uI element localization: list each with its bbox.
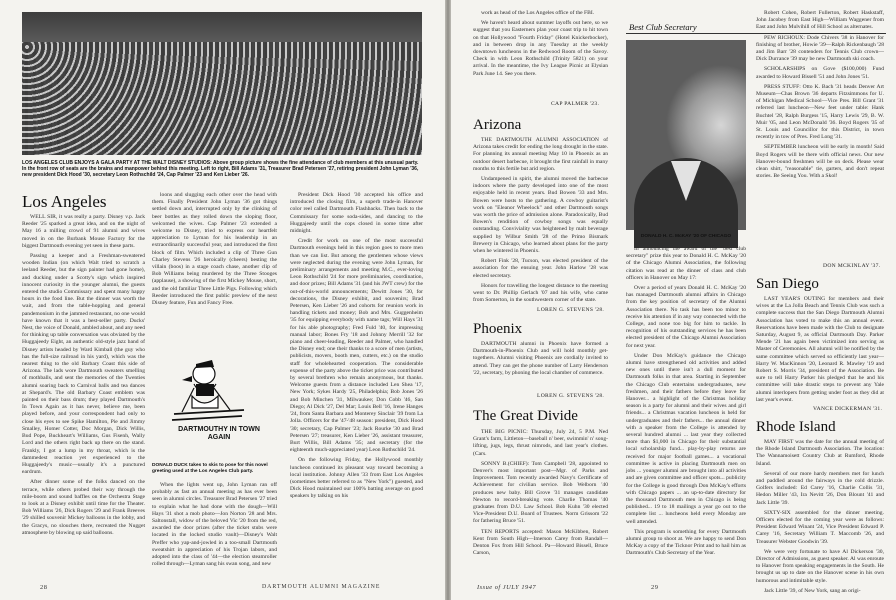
phoenix-text: [473, 341, 608, 391]
paragraph: THE BIG PICNIC: Thursday, July 24, 5 P.M. Ned Grant's farm, Littleton—baseball n' beer, swimmin' n' song-lifting, jugs, legs, thrust nimrods, and last year's clothes. (Cars.: [473, 429, 608, 457]
paragraph: loons and slugging each other over the head with them. Finally President John Lyman '36 got things settled down and, interrupted only by the clinking of beer bottles as they rolled down the sloping floor, welcomed the wives. Cap Palmer '23 extended a welcome to Disney, tried to express our heartfelt appreciation to Lyman for his leadership in an extraordinarily successful year, and introduced the first block of film. Which included a clip of Three Gun Charley Stevens '26 heroically (cheers) besting the villain (boos) in a stage coach chase, another clip of Bob Williams being murdered by the Three Stooges (applause), a showing of the first Mickey Mouse, short, and the old familiar Three Little Pigs. Following which Reeder introduced the first public preview of the next Disney feature, Fun and Fancy Free.: [152, 192, 277, 307]
paragraph: President Dick Hood '30 accepted his office and introduced the closing film, a superb trade-in Hanover color reel called Dartmouth Flashbacks. Then back to the Commissary for some soda-sides, and dancing to the Huggajeedy until the cops closed in some time after midnight.: [290, 192, 423, 235]
paragraph: Over a period of years Donald H. C. McKay '20 has managed Dartmouth alumni affairs in Chicago from the key position of secretary of the Alumni Association there. No task has been too minor to receive his attention if in any way connected with the College, and none too big for him to tackle. In recognition of his outstanding services he has been elected president of the Chicago Alumni Association for next year.: [626, 285, 746, 349]
photo-caption: LOS ANGELES CLUB ENJOYS A GALA PARTY AT THE WALT DISNEY STUDIOS: Above group picture shows the fine attendance of club members at this unusual party. In the front row of seats are the brains and manpower behind this meeting. Left to right, Bill Adams '31, Treasurer Brad Petersen '27, retiring president John Lyman '36, new president Dick Hood '30, secretary Leon Rothschild '24, Cap Palmer '23 and Ken Lieber '26.: [22, 160, 419, 178]
paragraph: THE DARTMOUTH ALUMNI ASSOCIATION of Arizona takes credit for ending the long drought in the state. For planning its annual meeting May 10 in Phoenix as an outdoor desert barbecue, it brought the first rainfall in many months to this fertile but arid region.: [473, 137, 608, 172]
right-page: [451, 0, 896, 600]
page-number-left: 28: [40, 584, 48, 591]
signature-dickerman: VANCE DICKERMAN '31.: [813, 406, 883, 412]
photo-crowd: [22, 42, 422, 155]
column-1-top: [473, 10, 608, 98]
heading-arizona: Arizona: [473, 117, 522, 133]
paragraph: We were very fortunate to have Al Dickerson '30, Director of Admissions, as guest speaker. Al was enroute to Hanover from speaking engagements in the South. He brought us up to date on the Hanover scene in his own humorous and intimitable style.: [756, 548, 884, 584]
left-page: [0, 0, 445, 600]
paragraph: Robert Fink '28, Tucson, was elected president of the association for the ensuing year. John Harlow '28 was elected secretary.: [473, 258, 608, 279]
drawing-label: DARTMOUTHY IN TOWN AGAIN: [178, 426, 260, 441]
column-3: [290, 192, 423, 582]
paragraph: Credit for work on one of the most successful Dartmouth evenings held in this region goes to more men than we can list. But among the gentlemen whose views were neglected during the evening were John Lyman, for preliminary arrangements and meeting M.C., ever-loving Leon Rothschild '24 for more preliminaries, coordination, and door prizes; Bill Adams '31 (and his JWT crew) for the out-of-this-world announcements; Dewitt Jones '30, for decorations, the Disney exhibit, and souvenirs; Brad Petersen, Ken Lieber '26 and cohorts for reunion work in handling tickets and money; Bob and Mrs. Guggenheim '35 for equipping everybody with name tags; Will Hays '31 for his able photography; Fred Fuld '40, for impressing manual labor; Bones Fry '18 and Johnny Merrill '32 for piano and cheer-leading, Reeder and Palmer, who handled the Disney end; one their thanks to a score of men (artists, publicists, movers, booth men, cutters, etc.) on the studio staff for wholehearted cooperation. The considerable expense of the party above the ticket price was contributed by several brethren who remain anonymous, but thanks. Welcome guests from a distance included Len Shea '17, New York; Sykes Hardy '25, Philadelphia; Bob Jones '26 and Bob Minchen '31, Milwaukee; Don Cobb '46, San Diego; Al Dick '27, Del Mar; Louis Bell '16, Irene Hanges '24, from Santa Barbara and Monterey Sinclair '39 from La Jolla. Officers for the '47-'48 season: president, Dick Hood '30; secretary, Cap Palmer '23; Jack Rourke '30 and Brad Petersen '27; treasurer, Ken Lieber '26, assistant treasurer, Burt Willis, Bill Adams '35; and secretary (for the eighteenth much-appreciated year) Leon Rothschild '24.: [290, 238, 423, 454]
mckay-portrait: [626, 40, 746, 230]
drawing-caption: DONALD DUCK takes to skis to pose for this novel greeting used at the Los Angeles Club party.: [152, 463, 268, 474]
paragraph: Under Don McKay's guidance the Chicago alumni have strengthened old activities and added new ones until there isn't a dull moment for Dartmouth folks in that area. Starting in September the Chicago Club entertains undergraduates, new freshmen, and their fathers before they leave for Hanover... a highlight of the Christmas holiday season is a party for alumni and their wives and girl friends... a Christmas vacation luncheon is held for undergraduates and their fathers... the annual dinner with a speaker from the College is attended by several hundred alumni ... last year they collected more than $1,000 in Chicago for their substantial local scholarship fund... play-by-play returns are received for major football games... a vocational committee is active in placing Dartmouth men on jobs ... younger alumni are brought into all activities and are given committee and officer spots... publicity for the College is good through Don McKay's efforts with Chicago papers ... an up-to-date directory for the thousand Dartmouth men in Chicago is being published... 19 to 18 mailings a year go out to the complete list ... luncheons held every Monday are well attended.: [626, 352, 746, 525]
paragraph: DARTMOUTH alumni in Phoenix have formed a Dartmouth-in-Phoenix Club and will hold monthly get-togethers. Alumni visiting Phoenix are cordially invited to attend. They can get the phone number of Larry Henderson '22, secretary, by phoning the local chamber of commerce.: [473, 341, 608, 376]
donald-duck-drawing: [152, 352, 277, 460]
donald-duck-skiing-icon: [152, 352, 277, 460]
heading-san-diego: San Diego: [756, 276, 819, 292]
paragraph: Jack Little '39, of New York, sang an origi-: [764, 587, 861, 594]
paragraph: MAY FIRST was the date for the annual meeting of the Rhode Island Dartmouth Association. The location: The Wannamoisett Country Club at Rumford, Rhode Island.: [756, 439, 884, 467]
signature-palmer: CAP PALMER '23.: [551, 101, 600, 107]
signature-stevens-arizona: LOREN G. STEVENS '28.: [537, 307, 605, 313]
column-1: [22, 214, 145, 582]
paragraph: In announcing the award of the "best club secretary" prize this year to Donald H. C. McKay '20 of the Chicago Alumni Association, the following citation was read at the dinner of class and club officers in Hanover on May 17:: [626, 246, 746, 281]
paragraph: TEN REPORTS accepted: Mason McKibben, Robert Kent from South High—Imerson Carey from Randall—Denton Fox from Hill School. Pa—Howard Bissell, Bruce Carson,: [473, 528, 608, 557]
heading-phoenix: Phoenix: [473, 321, 523, 337]
paragraph: SONNY B.(CHIEF): Tom Campbell '28, appointed to Denver's most important post—Mgr. of Parks and Improvement. Tom recently awarded Navy's Certificate of Achievement for civilian service. Bob Welborn '40 produces new baby. Bill Grove '31 manages candidate Newton to record-breaking vote. Charlie Thomas '40 graduates from D.U. Law School. Bob Kuhn '30 elected Vice-President D.U. Board of Trustees. Norm Grissom '22 for fathering Bruce '51.: [473, 460, 608, 525]
paragraph: PEW RICHOUX: Dode Chivers '38 in Hanover for finishing of brother, Howie '39—Ralph Rickenbaugh '28 and Jim Barr '28 contenders for Tennis Club crown—Dick Durrance '39 may be new Dartmouth ski coach.: [756, 34, 884, 63]
arizona-text: [473, 137, 608, 305]
paragraph: work as head of the Los Angeles office of the FBI.: [481, 10, 595, 16]
heading-rhode-island: Rhode Island: [756, 419, 836, 435]
paragraph: SEPTEMBER luncheon will be early in month! Said Boyd Rogers will be there with official news. Our new Hanover-bound freshmen will be on deck. Please wear clean shirt, "reasonable" tie, garters, and don't repeat stories. Be Seeing You. With a Skol!: [756, 144, 884, 180]
paragraph: On the following Friday, the Hollywood monthly luncheon continued its pleasant way toward becoming a local institution. Johnny Allen '33 from East Los Angeles (sometimes better referred to as "New York") guested, and Dick Hood maintained our 100% batting average on good speakers by talking on his: [290, 457, 423, 500]
column-2-bottom: [152, 482, 277, 582]
issue-date: Issue of JULY 1947: [477, 584, 537, 591]
signature-stevens-phoenix: LOREN G. STEVENS '28.: [537, 393, 605, 399]
photo-ceiling: [22, 12, 422, 42]
paragraph: After dinner some of the folks danced on the terrace, while others probed their way through the mile-boom and sound baffles on the Orchestra Stage to look at a Disney exhibit until time for the Theater. Bob Williams '26, Dick Rogers '29 and Frank Breeves '29 shilled souvenir Mickey balloons in the lobby, and the Gracys, no slouches there, recreated the Nugget atmosphere by blowing up said balloons.: [22, 479, 145, 536]
portrait-caption: DONALD H. C. McKAY '20 OF CHICAGO: [640, 234, 732, 239]
paragraph: SCHOLARSHIPS on Gove ($100,000) Fund awarded to Howard Bissell '51 and John Jones '51.: [756, 66, 884, 80]
great-divide-text: [473, 429, 608, 583]
paragraph: Honors for travelling the longest distance to the meeting went to Dr. Phillip Gerlach '07 and his wife, who came from Somerton, in the southwestern corner of the state.: [473, 282, 608, 304]
paragraph: Several of our more hardy members met for lunch and paddled around the fairways in the cold drizzle. Golfers included: Ed Carey '16, Charlie Collis '31, Hedon Miller '43, Ira Nevitt '26, Don Blount '41 and Jack Little '39.: [756, 470, 884, 506]
signature-mckinlay: DON MCKINLAY '37.: [823, 263, 881, 269]
column-3-top: [756, 10, 884, 260]
paragraph: Passing a keeper and a Freshman-sweatered wooden Indian (on which Walt tried to scratch a leeland Reeder, but the sign painter had gone home), and ducking under a Scotty's sign which inspired innocent curiosity in the younger alumni, the guests entered the studio Commissary and spent many happy hours in the food line. But the dinner was worth the wait, and from the table-hopping and general pandemonium in the jammed restaurant, no one would have known that it was a best-seller party. Ducks' Nest, the voice of Donald, ambled about, and any need for thinking up table conversation was obviated by the Huggajeedy Eight, an authentic old-style jazz band of Disney artists headed by Ward Kimball (the guy who has the full-size railroad in his yard), which was the nearest thing to the old Barbary Coast this side of Arizona. The lads wore Dartmouth sweaters smelling of mothballs, and sent the memories of the Twenties alumni soaring back to Carnival balls and tea dances at Shepard's. The old Barbary Coast emblem was painted on their bass drum; they played Dartmouth's In Town Again as it has never, believe me, been played before, and your correspondent had only to close his eyes to see Spike Hamilton, Pie and Jimmy Smalley, Homer Cotter, Doc Morgan, Dick Willis, Bud Pope, Buckheart's Williams, Gus Fisenh, Wally Lord and the others right back up there on the stand. Frankly, I got a lump in my throat, which is the dammedest reaction yet experienced to the Huggajeedy's music—usually it's a punctured eardrum.: [22, 253, 145, 476]
paragraph: Robert Cohen, Robert Fullerton, Robert Haskstaff, John Jacobey from East High—William Waggener from East and John Mulvihill of Hill School as alternates.: [756, 10, 884, 31]
paragraph: We haven't heard about summer layoffs out here, so we suggest that you Easterners plan your coast trip to hit town on that Hollywood "Fourth Friday" (Hotel Knickerbocker), and in between drop in any Tuesday at the weekly downtown luncheons in the Redwood Room of the Savoy. Check in with Leon Rothschild (Trinity 5821) on your arrival. In the meantime, the Ivy League Picnic at Elysian Park June 14. See you there.: [473, 20, 608, 77]
paragraph: This program is something for every Dartmouth alumni group to shoot at. We are happy to send Don McKay a copy of the Ticknor Print and to hail him as Dartmouth's Club Secretary of the Year.: [626, 528, 746, 557]
paragraph: PRESS STUFF: Otto K. Bach '31 heads Denver Art Museum—Chas Brown '36 departs Fitzsimmons for U. of Michigan Medical School—Vice Pres. Bill Grant '31 referred last luncheon—New feet under table: Hank Buchtel '28, Ralph Burgess '15, Harry Lewis '29, B. W. Muir '05, and Leon McDonald '36. Boyd Rogers '35 of St. Louis and Councillor for this District, in town recently in tow of Pres. Fred Long '31.: [756, 83, 884, 141]
column-2-top: [152, 192, 277, 350]
page-number-right: 29: [651, 584, 659, 591]
paragraph: LAST YEAR'S OUTING for members and their wives at the La Jolla Beach and Tennis Club was such a complete success that the San Diego Dartmouth Alumni Association has voted to make this an annual event. Reservations have been made with the Club to designate Saturday, August 9, as official Dartmouth Day. Parker Mende '21 has again been victimized into serving as Master of Ceremonies. All alumni will be notified by the same committee which served so efficiently last year—Harry W. MacKinnon '20, Leonard R. Mawley '19 and Robert S. Morris '34, president of the Association. Be sure to tell Harry Parker his pledged that he and his committee will take drastic steps to prevent any Yale alumni interlopers from getting under foot as they did at last year's event.: [756, 296, 884, 403]
section-title-best-club-secretary: Best Club Secretary: [629, 22, 697, 32]
paragraph: WELL SIR, it was really a party. Disney v.p. Jack Reeder '25 sparked a great idea, and on the night of May 16 a milling crowd of 91 alumni and wives moved in on the Burbank Mouse Factory for the biggest Dartmouth evening yet seen in these parts.: [22, 214, 145, 249]
paragraph: Undampened in spirit, the alumni moved the barbecue indoors where the party developed into one of the most enjoyable held in recent years. Bud Bowen '33 and Mrs. Bowen were hosts to the gathering. A cowboy guitarist's work on "Eleanor Wheelock" and other Dartmouth songs was worth the price of admission alone. Paradoxically, Bud Bowen's rendition of cowboy songs was equally outstanding. Conviviality was heightened by malt beverage supplied by Wilbur Smith '28 of the Primo Bismark Brewery in Chicago, who learned about plans for the party when he wintered in Phoenix.: [473, 176, 608, 255]
secretary-text: [626, 246, 746, 582]
rhode-island-text: [756, 439, 884, 594]
magazine-title: DARTMOUTH ALUMNI MAGAZINE: [262, 584, 381, 590]
heading-great-divide: The Great Divide: [473, 408, 578, 424]
san-diego-text: [756, 296, 884, 404]
paragraph: When the lights went up, John Lyman ran off probably as fast an annual meeting as has ever been seen in alumni circles. Treasurer Brad Petersen '27 tried to explain what he had done with the dough—Will Hays '31 shot a mob photo—Jon Norton '28 and Mrs. Saltonstall, widow of the beloved Vic '20 from the red, awarded the door prizes (after the ticket stubs were located in the locked studio vault)—Disney's Walt Preffer who yap-and-jowled in a too-small Dartmouth sweatshirt in appreciation of his Trojan labors, and adopted into the class of '44—the election steamroller rolled through—Lyman sang his swan song, and new: [152, 482, 277, 568]
heading-los-angeles: Los Angeles: [22, 192, 107, 211]
paragraph: SIXTY-SIX assembled for the dinner meeting. Officers elected for the coming year were as follows: President Edward Winant '24, Vice President Edward P. Carey '16, Secretary William T. Maccomb '26, and Treasurer Webster Goodwin '39.: [756, 509, 884, 545]
group-photo: [22, 12, 422, 155]
